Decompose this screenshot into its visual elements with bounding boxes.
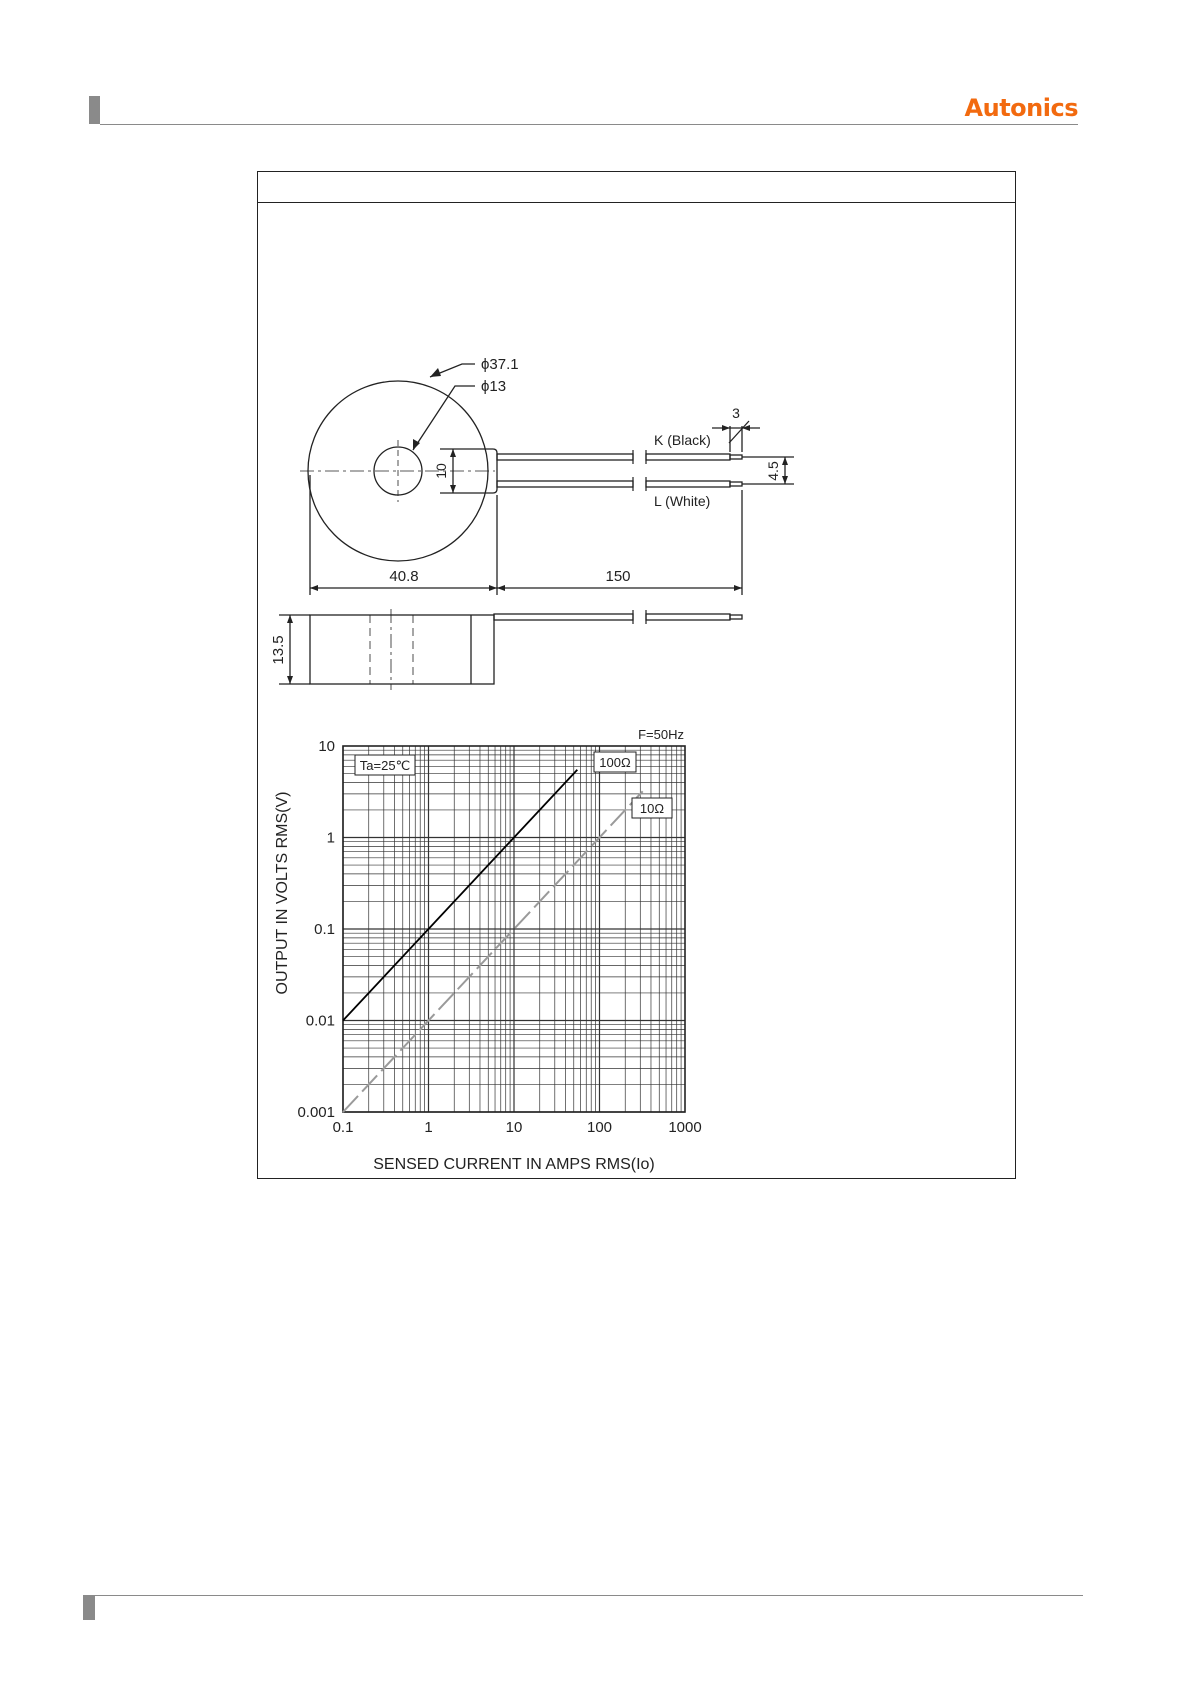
lead-l — [497, 481, 633, 487]
lead-length-label: 150 — [605, 568, 631, 585]
footer-accent-bar — [83, 1595, 95, 1620]
y-tick-label: 0.001 — [297, 1104, 335, 1121]
x-tick-label: 10 — [505, 1119, 523, 1136]
outer-diameter-label: ϕ37.1 — [481, 356, 519, 373]
inner-diameter-label: ϕ13 — [481, 378, 507, 395]
brand-logo: Autonics — [964, 94, 1078, 122]
width-label: 40.8 — [389, 568, 419, 585]
x-tick-label: 1 — [424, 1119, 433, 1136]
x-tick-label: 1000 — [668, 1119, 702, 1136]
x-tick-label: 100 — [586, 1119, 613, 1136]
y-tick-label: 1 — [326, 829, 335, 847]
series-100-label: 100Ω — [599, 755, 631, 770]
output-chart — [0, 720, 1191, 1180]
chart-series — [343, 770, 643, 1112]
y-tick-label: 0.01 — [305, 1012, 335, 1030]
x-axis-title: SENSED CURRENT IN AMPS RMS(Io) — [373, 1156, 655, 1173]
lead-l-label: L (White) — [654, 493, 711, 509]
side-body — [310, 615, 494, 684]
tab-height-label: 10 — [433, 463, 449, 479]
ta-annotation: Ta=25℃ — [359, 758, 411, 773]
frequency-annotation: F=50Hz — [638, 727, 684, 742]
y-tick-label: 10 — [318, 738, 335, 755]
footer-rule — [95, 1595, 1083, 1596]
x-tick-label: 0.1 — [332, 1119, 354, 1136]
series-line-10ohm — [343, 791, 643, 1112]
lead-tip-label: 3 — [732, 405, 740, 421]
lead-k — [497, 454, 633, 460]
thickness-label: 13.5 — [270, 635, 287, 665]
lead-k-label: K (Black) — [654, 432, 711, 448]
dimension-drawing — [0, 0, 1191, 720]
series-line-100ohm — [343, 770, 577, 1021]
lead-pitch-label: 4.5 — [765, 461, 781, 481]
y-axis-title: OUTPUT IN VOLTS RMS(V) — [274, 791, 291, 995]
series-10-label: 10Ω — [639, 801, 665, 816]
y-tick-label: 0.1 — [314, 921, 335, 938]
